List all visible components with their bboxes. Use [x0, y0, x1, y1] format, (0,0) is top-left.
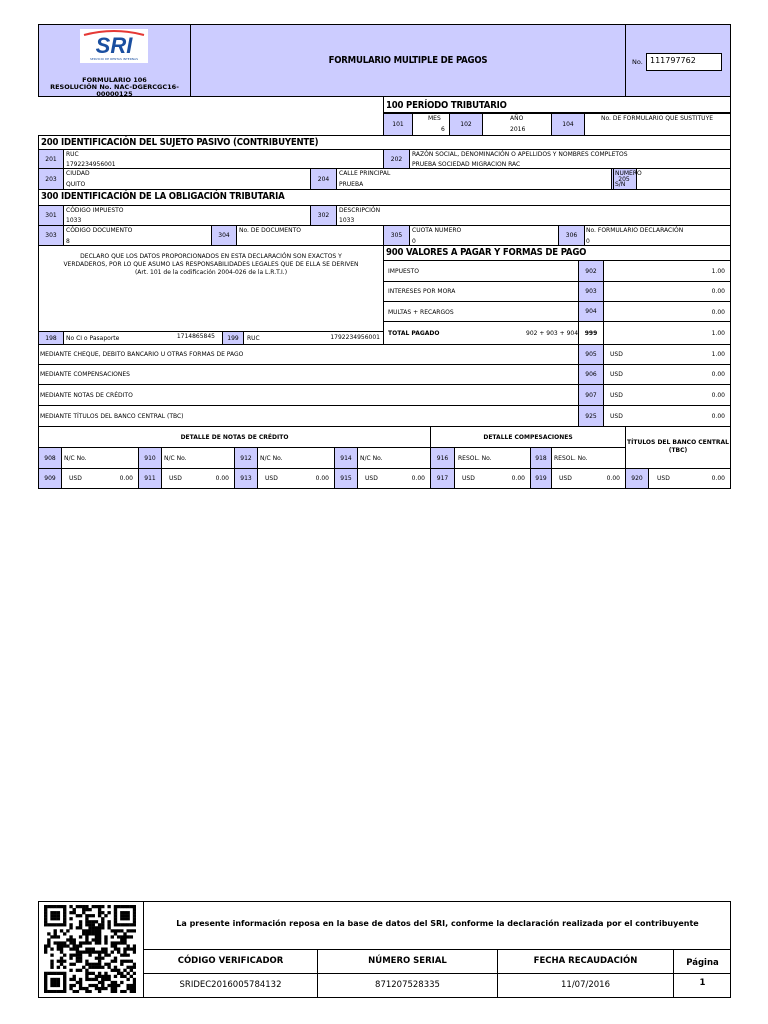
value-904-text: 0.00 — [711, 309, 725, 316]
payment-row-3-label: MEDIANTE TÍTULOS DEL BANCO CENTRAL (TBC) — [40, 413, 184, 420]
ciudad-value: QUITO — [66, 181, 86, 188]
sri-logo — [80, 29, 148, 63]
code-205: 205 — [611, 168, 637, 190]
usd-value-909: 0.00 — [119, 475, 133, 482]
s900-title: 900 VALORES A PAGAR Y FORMAS DE PAGO — [386, 247, 587, 258]
value-903-text: 0.00 — [711, 288, 725, 295]
code-102: 102 — [449, 113, 483, 136]
svg-text:SERVICIO DE RENTAS INTERNAS: SERVICIO DE RENTAS INTERNAS — [90, 57, 138, 61]
form-number: FORMULARIO 106 — [82, 76, 147, 84]
usd-label-909: USD — [69, 475, 82, 482]
usd-value-920: 0.00 — [711, 475, 725, 482]
code-306: 306 — [558, 225, 585, 246]
currency-925: USD — [610, 413, 623, 420]
svg-text:SRI: SRI — [95, 33, 133, 58]
verif-label: CÓDIGO VERIFICADOR — [177, 956, 284, 966]
serial-value[interactable]: 871207528335 — [375, 980, 440, 990]
usd-value-919: 0.00 — [606, 475, 620, 482]
notas-credito-title: DETALLE DE NOTAS DE CRÉDITO — [180, 434, 289, 441]
desc-label: DESCRIPCIÓN — [339, 207, 381, 214]
code-916: 916 — [430, 447, 455, 469]
form-no-field[interactable]: 111797762 — [646, 53, 722, 71]
footer-statement: La presente información reposa en la base de datos del SRI, conforme la declaración realizada por el contribuyente — [176, 919, 699, 928]
razon-value: PRUEBA SOCIEDAD MIGRACION RAC — [412, 161, 521, 168]
decl-ruc-label: RUC — [247, 335, 260, 342]
ciudad-field[interactable] — [63, 168, 311, 190]
s200-title: 200 IDENTIFICACIÓN DEL SUJETO PASIVO (CONTRIBUYENTE) — [41, 137, 319, 148]
qr-code — [44, 905, 136, 993]
usd-label-917: USD — [462, 475, 475, 482]
cod-doc-label: CÓDIGO DOCUMENTO — [66, 227, 133, 234]
s300-title: 300 IDENTIFICACIÓN DE LA OBLIGACIÓN TRIBUTARIA — [41, 191, 285, 202]
cod-doc-value: 8 — [66, 238, 70, 245]
declaration-line-1: DECLARO QUE LOS DATOS PROPORCIONADOS EN ESTA DECLARACIÓN SON EXACTOS Y — [80, 253, 342, 260]
code-911: 911 — [138, 468, 162, 489]
usd-label-913: USD — [265, 475, 278, 482]
code-904: 904 — [578, 301, 604, 322]
ci-value: 1714865845 — [176, 333, 215, 340]
currency-905: USD — [610, 351, 623, 358]
anio-value: 2016 — [510, 126, 526, 133]
footer-divider-h1 — [143, 949, 731, 950]
currency-906: USD — [610, 371, 623, 378]
razon-label: RAZÓN SOCIAL, DENOMINACIÓN O APELLIDOS Y NOMBRES COMPLETOS — [412, 151, 628, 158]
nc-label-910: N/C No. — [164, 455, 187, 462]
ciudad-label: CIUDAD — [66, 170, 90, 177]
code-915: 915 — [334, 468, 358, 489]
code-902: 902 — [578, 260, 604, 282]
code-101: 101 — [383, 113, 413, 136]
code-906: 906 — [578, 364, 604, 385]
value-999-text: 1.00 — [711, 330, 725, 337]
anio-label: AÑO — [510, 115, 524, 122]
pagina-value: 1 — [699, 978, 706, 988]
code-198: 198 — [38, 331, 64, 345]
decl-ruc-value: 1792234956001 — [330, 334, 380, 341]
fecha-label: FECHA RECAUDACIÓN — [533, 956, 638, 966]
total-formula: 902 + 903 + 904 — [526, 330, 579, 337]
compensaciones-title: DETALLE COMPESACIONES — [483, 434, 573, 441]
code-907: 907 — [578, 384, 604, 406]
value-905-text: 1.00 — [711, 351, 725, 358]
code-305: 305 — [383, 225, 410, 246]
mes-value: 6 — [441, 126, 445, 133]
usd-value-915: 0.00 — [411, 475, 425, 482]
usd-value-913: 0.00 — [315, 475, 329, 482]
code-201: 201 — [38, 149, 64, 169]
numero-value: S/N — [615, 181, 626, 188]
qr-code-icon — [44, 905, 136, 993]
cuota-label: CUOTA NUMERO — [412, 227, 462, 234]
usd-label-920: USD — [657, 475, 670, 482]
payment-row-1-label: MEDIANTE COMPENSACIONES — [40, 371, 130, 378]
code-999: 999 — [578, 321, 604, 345]
code-304: 304 — [211, 225, 237, 246]
usd-label-915: USD — [365, 475, 378, 482]
sri-logo-icon — [80, 29, 148, 63]
nc-label-914: N/C No. — [360, 455, 383, 462]
code-920: 920 — [625, 468, 649, 489]
code-303: 303 — [38, 225, 64, 246]
code-302: 302 — [310, 205, 337, 226]
cod-imp-value: 1033 — [66, 217, 82, 224]
verif-value[interactable]: SRIDEC2016005784132 — [179, 980, 282, 990]
value-906-text: 0.00 — [711, 371, 725, 378]
code-913: 913 — [234, 468, 258, 489]
form-title-box — [190, 24, 626, 97]
cod-imp-label: CÓDIGO IMPUESTO — [66, 207, 124, 214]
usd-value-917: 0.00 — [511, 475, 525, 482]
value-925-text: 0.00 — [711, 413, 725, 420]
code-104: 104 — [551, 113, 585, 136]
s900-row-2-label: MULTAS + RECARGOS — [388, 309, 454, 316]
code-914: 914 — [334, 447, 358, 469]
s900-row-0-label: IMPUESTO — [388, 268, 419, 275]
pagina-label: Página — [686, 958, 719, 968]
nc-label-912: N/C No. — [260, 455, 283, 462]
s100-title: 100 PERÍODO TRIBUTARIO — [386, 100, 507, 111]
payment-row-0-label: MEDIANTE CHEQUE, DEBITO BANCARIO U OTRAS FORMAS DE PAGO — [40, 351, 244, 358]
code-203: 203 — [38, 168, 64, 190]
value-902-text: 1.00 — [711, 268, 725, 275]
footer-divider-h2 — [143, 973, 731, 974]
fecha-value[interactable]: 11/07/2016 — [561, 980, 610, 990]
ruc-value: 1792234956001 — [66, 161, 116, 168]
no-form-decl-label: No. FORMULARIO DECLARACIÓN — [586, 227, 684, 234]
resol-label-916: RESOL. No. — [458, 455, 492, 462]
serial-label: NÚMERO SERIAL — [368, 956, 447, 966]
code-910: 910 — [138, 447, 162, 469]
declaration-line-2: VERDADEROS, POR LO QUE ASUMO LAS RESPONSABILIDADES LEGALES QUE DE ELLA SE DERIVEN — [63, 261, 359, 268]
code-909: 909 — [38, 468, 62, 489]
value-907-text: 0.00 — [711, 392, 725, 399]
no-form-decl-value: 0 — [586, 238, 590, 245]
code-908: 908 — [38, 447, 62, 469]
currency-907: USD — [610, 392, 623, 399]
ci-label: No CI o Pasaporte — [66, 335, 120, 342]
ruc-label: RUC — [66, 151, 79, 158]
code-917: 917 — [430, 468, 455, 489]
s900-row-1-label: INTERESES POR MORA — [388, 288, 456, 295]
sustituye-label: No. DE FORMULARIO QUE SUSTITUYE — [601, 115, 714, 122]
calle-value: PRUEBA — [339, 181, 364, 188]
form-no-label: No. — [632, 58, 643, 66]
code-903: 903 — [578, 281, 604, 302]
mes-label: MES — [428, 115, 441, 122]
code-905: 905 — [578, 344, 604, 365]
resolution: RESOLUCIÓN No. NAC-DGERCGC16-00000125 — [50, 83, 179, 98]
nc-label-908: N/C No. — [64, 455, 87, 462]
numero-label: NUMERO — [615, 170, 642, 177]
calle-label: CALLE PRINCIPAL — [339, 170, 391, 177]
footer-divider-c3 — [673, 949, 674, 998]
total-label: TOTAL PAGADO — [388, 330, 440, 337]
payment-row-2-label: MEDIANTE NOTAS DE CRÉDITO — [40, 392, 133, 399]
code-912: 912 — [234, 447, 258, 469]
declaration-line-3: (Art. 101 de la codificación 2004-026 de la L.R.T.I.) — [134, 269, 288, 276]
code-199: 199 — [222, 331, 244, 345]
no-doc-label: No. DE DOCUMENTO — [239, 227, 301, 234]
desc-field[interactable] — [336, 205, 731, 226]
code-918: 918 — [530, 447, 552, 469]
code-204: 204 — [310, 168, 337, 190]
code-202: 202 — [383, 149, 410, 169]
desc-value: 1033 — [339, 217, 355, 224]
form-title: FORMULARIO MULTIPLE DE PAGOS — [328, 55, 488, 66]
resol-label-918: RESOL. No. — [554, 455, 588, 462]
usd-value-911: 0.00 — [215, 475, 229, 482]
usd-label-919: USD — [559, 475, 572, 482]
tbc-title: TÍTULOS DEL BANCO CENTRAL (TBC) — [627, 439, 729, 454]
code-925: 925 — [578, 405, 604, 427]
cuota-value: 0 — [412, 238, 416, 245]
code-919: 919 — [530, 468, 552, 489]
usd-label-911: USD — [169, 475, 182, 482]
code-301: 301 — [38, 205, 64, 226]
